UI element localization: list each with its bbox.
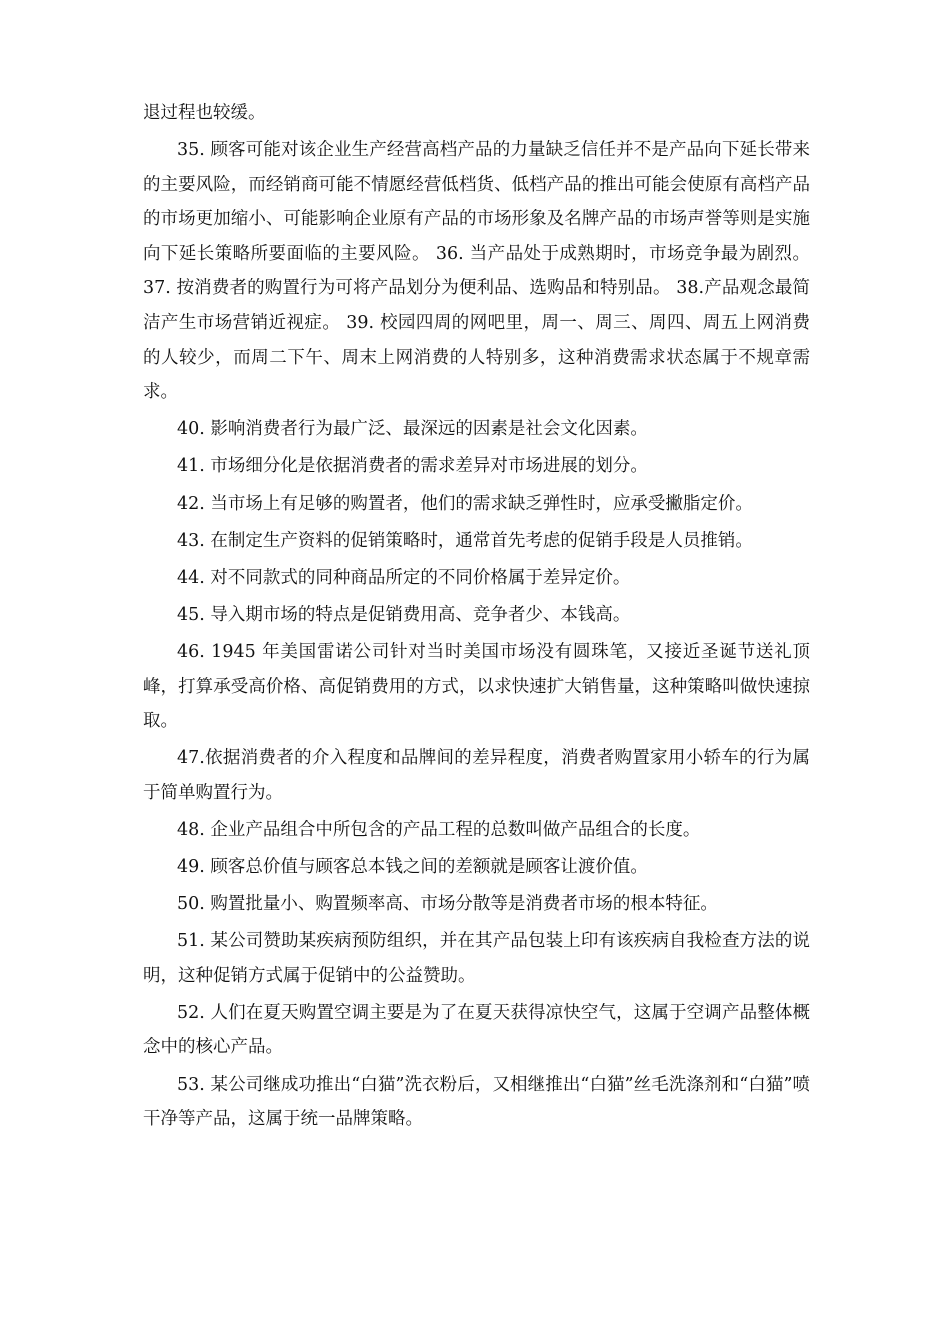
paragraph-item-35-39: 35. 顾客可能对该企业生产经营高档产品的力量缺乏信任并不是产品向下延长带来的主要风险，而经销商可能不情愿经营低档货、低档产品的推出可能会使原有高档产品的市场更加缩小、可能影响企业原有产品的市场形象及名牌产品的市场声誉等则是实施向下延长策略所要面临的主要风险。 36. 当产品处于成熟期时，市场竞争最为剧烈。 37. 按消费者的购置行为可将产品划分为便利品、选购品和特别品。 38.产品观念最简洁产生市场营销近视症。 39. 校园四周的网吧里，周一、周三、周四、周五上网消费的人较少，而周二下午、周末上网消费的人特别多，这种消费需求状态属于不规章需求。	[143, 140, 810, 403]
paragraph-item-42: 42. 当市场上有足够的购置者，他们的需求缺乏弹性时，应承受撇脂定价。	[177, 493, 753, 514]
paragraph-item-45: 45. 导入期市场的特点是促销费用高、竞争者少、本钱高。	[177, 604, 631, 625]
paragraph-item-50: 50. 购置批量小、购置频率高、市场分散等是消费者市场的根本特征。	[177, 894, 718, 915]
paragraph-item-51: 51. 某公司赞助某疾病预防组织，并在其产品包装上印有该疾病自我检查方法的说明，这种促销方式属于促销中的公益赞助。	[143, 931, 810, 986]
paragraph-item-52: 52. 人们在夏天购置空调主要是为了在夏天获得凉快空气，这属于空调产品整体概念中的核心产品。	[143, 1002, 810, 1058]
paragraph-item-46: 46. 1945 年美国雷诺公司针对当时美国市场没有圆珠笔，又接近圣诞节送礼顶峰，打算承受高价格、高促销费用的方式，以求快速扩大销售量，这种策略叫做快速掠取。	[143, 641, 810, 732]
paragraph-item-41: 41. 市场细分化是依据消费者的需求差异对市场进展的划分。	[177, 456, 648, 477]
paragraph-item-40: 40. 影响消费者行为最广泛、最深远的因素是社会文化因素。	[177, 419, 648, 440]
paragraph-item-44: 44. 对不同款式的同种商品所定的不同价格属于差异定价。	[177, 567, 631, 588]
paragraph-item-48: 48. 企业产品组合中所包含的产品工程的总数叫做产品组合的长度。	[177, 819, 701, 840]
paragraph-continuation: 退过程也较缓。	[143, 103, 266, 123]
paragraph-item-53: 53. 某公司继成功推出“白猫”洗衣粉后，又相继推出“白猫”丝毛洗涤剂和“白猫”喷干净等产品，这属于统一品牌策略。	[143, 1074, 810, 1130]
paragraph-item-43: 43. 在制定生产资料的促销策略时，通常首先考虑的促销手段是人员推销。	[177, 530, 753, 551]
paragraph-item-47: 47.依据消费者的介入程度和品牌间的差异程度，消费者购置家用小轿车的行为属于简单购置行为。	[143, 748, 810, 803]
paragraph-item-49: 49. 顾客总价值与顾客总本钱之间的差额就是顾客让渡价值。	[177, 856, 648, 877]
document-body	[143, 96, 810, 1137]
